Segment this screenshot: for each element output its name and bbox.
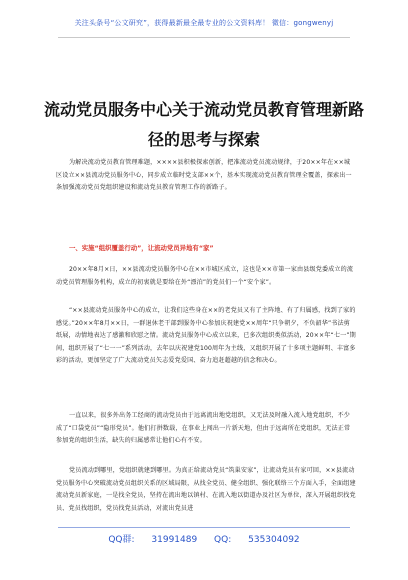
- section-heading: 一、实施“组织覆盖行动”，让流动党员异地有“家”: [69, 244, 214, 252]
- body-paragraph-2: “××县流动党员服务中心的成立，让我们这些身在××的老党员又有了主阵地、有了归属感，找到了家的感觉。”20××年8月××日，一群退休老干部到服务中心参加庆祝建党××周年“只争朝夕，不负韶华”书法剪纸展，动情地表达了感激和欣慰之情。流动党员服务中心成立以来，已多次组织类似活动，20××年“七一”期间，组织开展了“七一一”系列活动，去年以庆祝建党100周年为主线，又组织开展了十多项主题鲜明、丰富多彩的活动，更加坚定了广大流动党员矢志爱党爱国、奋力追赶超越的信念和决心。: [56, 307, 356, 365]
- body-paragraph-4: 党员流动到哪里，党组织就建到哪里。为真正给流动党员“筑巢安家”，让流动党员有家可回，××县流动党员服务中心突破流动党员组织关系的区域局限，从找全党员、健全组织、强化联络三个方面入手，全面组建流动党员新家庭，一是找全党员，坚持在流出地以镇村、在流入地以街道办及社区为单位，深入开展组织找党员、党员找组织，党员找党员活动，对流出党员进: [56, 467, 356, 512]
- document-title-line-2: 径的思考与探索: [147, 130, 260, 149]
- footer-contact-info: QQ群: 31991489 QQ: 535304092: [108, 535, 300, 545]
- document-title: [40, 95, 368, 155]
- header-divider: [58, 37, 350, 38]
- footer-divider: [58, 527, 350, 528]
- document-title-line-1: 流动党员服务中心关于流动党员教育管理新路: [43, 100, 364, 119]
- header-notice-link[interactable]: 关注头条号“公文研究”，获得最新最全最专业的公文资料库！ 微信：gongwenyj: [74, 19, 334, 27]
- intro-paragraph: 为解决流动党员教育管理难题，××××县积极探索创新，把准流动党员流动规律，于20××年在××城区设立××县流动党员服务中心，同步成立临时党支部××个，基本实现流动党员教育管理全覆盖，探索出一条加强流动党员党组织建设和流动党员教育管理工作的新路子。: [56, 159, 352, 192]
- body-paragraph-3: 一直以来，很多外出务工经商的流动党员由于远离流出地党组织，又无法及时融入流入地党组织，不少成了“口袋党员”“隐形党员”。他们打拼数载，在事业上闯出一片新天地，但由于远离所在党组织，无法正常参加党的组织生活，缺失的归属感常让他们心有不安。: [56, 412, 351, 445]
- body-paragraph-1: 20××年8月×日，××县流动党员服务中心在××市城区成立，这也是××市第一家由县级党委成立的流动党员管理服务机构，成立的初衷就是要给在外“漂泊”的党员们一个“安个家”。: [56, 266, 354, 286]
